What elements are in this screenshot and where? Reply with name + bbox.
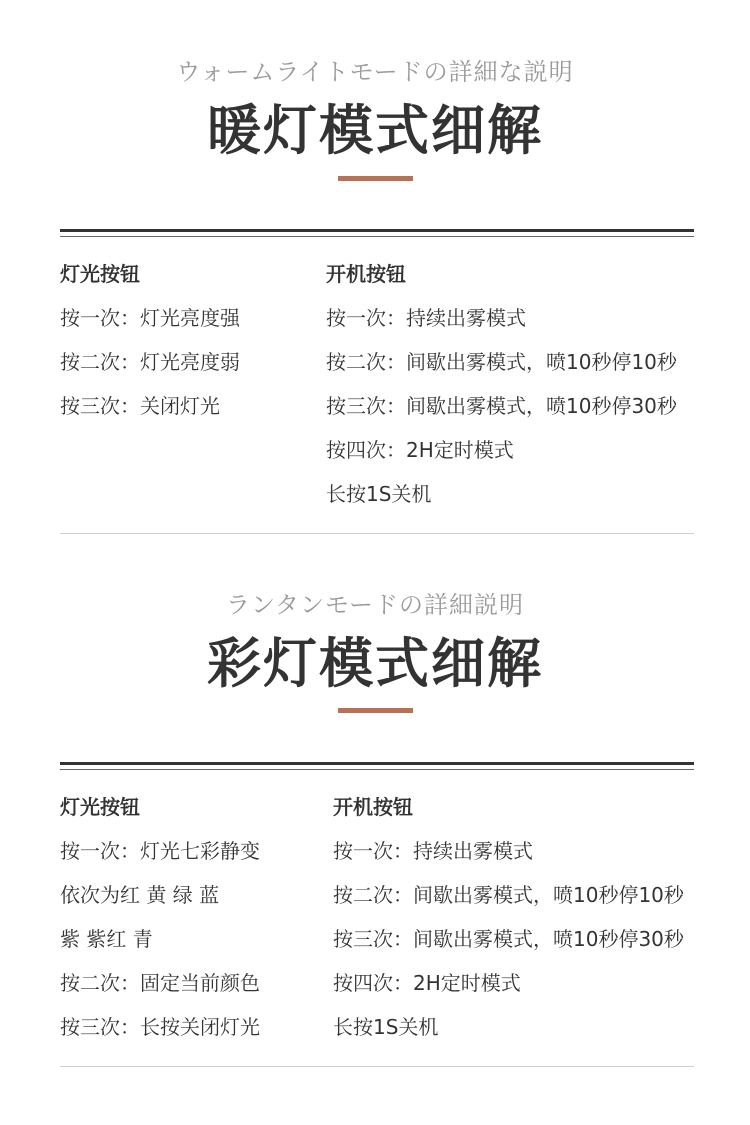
- section-2-light-button-column: [60, 792, 320, 1056]
- list-item: 按三次：长按关闭灯光: [60, 1015, 260, 1039]
- section-1-light-button-column: [60, 259, 310, 435]
- section-1-power-button-column: [326, 259, 706, 523]
- section-1-divider-thick: [60, 229, 694, 232]
- power-button-heading: 开机按钮: [326, 262, 406, 286]
- power-button-heading: 开机按钮: [333, 795, 413, 819]
- section-2-title: 彩灯模式细解: [207, 632, 543, 695]
- list-item: 按一次：灯光亮度强: [60, 306, 240, 330]
- section-2-divider-thin: [60, 769, 694, 770]
- list-item: 按二次：间歇出雾模式，喷10秒停10秒: [326, 350, 677, 374]
- list-item: 按二次：固定当前颜色: [60, 971, 260, 995]
- list-item: 按四次：2H定时模式: [326, 438, 514, 462]
- section-2-accent-bar: [338, 708, 413, 713]
- section-2-end-divider: [60, 1066, 694, 1067]
- list-item: 按三次：间歇出雾模式，喷10秒停30秒: [333, 927, 684, 951]
- section-2-subtitle: ランタンモードの詳細説明: [225, 591, 525, 619]
- list-item: 依次为红 黄 绿 蓝: [60, 883, 220, 907]
- section-1-title: 暖灯模式细解: [207, 99, 543, 162]
- list-item: 按二次：灯光亮度弱: [60, 350, 240, 374]
- list-item: 按一次：灯光七彩静变: [60, 839, 260, 863]
- list-item: 紫 紫红 青: [60, 927, 153, 951]
- section-1-end-divider: [60, 533, 694, 534]
- list-item: 按三次：间歇出雾模式，喷10秒停30秒: [326, 394, 677, 418]
- list-item: 按二次：间歇出雾模式，喷10秒停10秒: [333, 883, 684, 907]
- list-item: 按一次：持续出雾模式: [326, 306, 526, 330]
- section-1-accent-bar: [338, 176, 413, 181]
- section-1-divider-thin: [60, 236, 694, 237]
- section-2-divider-thick: [60, 762, 694, 765]
- section-1-subtitle: ウォームライトモードの詳細な説明: [176, 58, 574, 86]
- light-button-heading: 灯光按钮: [60, 795, 140, 819]
- light-button-heading: 灯光按钮: [60, 262, 140, 286]
- list-item: 长按1S关机: [333, 1015, 439, 1039]
- list-item: 按一次：持续出雾模式: [333, 839, 533, 863]
- section-2-power-button-column: [333, 792, 713, 1056]
- list-item: 长按1S关机: [326, 482, 432, 506]
- list-item: 按三次：关闭灯光: [60, 394, 220, 418]
- list-item: 按四次：2H定时模式: [333, 971, 521, 995]
